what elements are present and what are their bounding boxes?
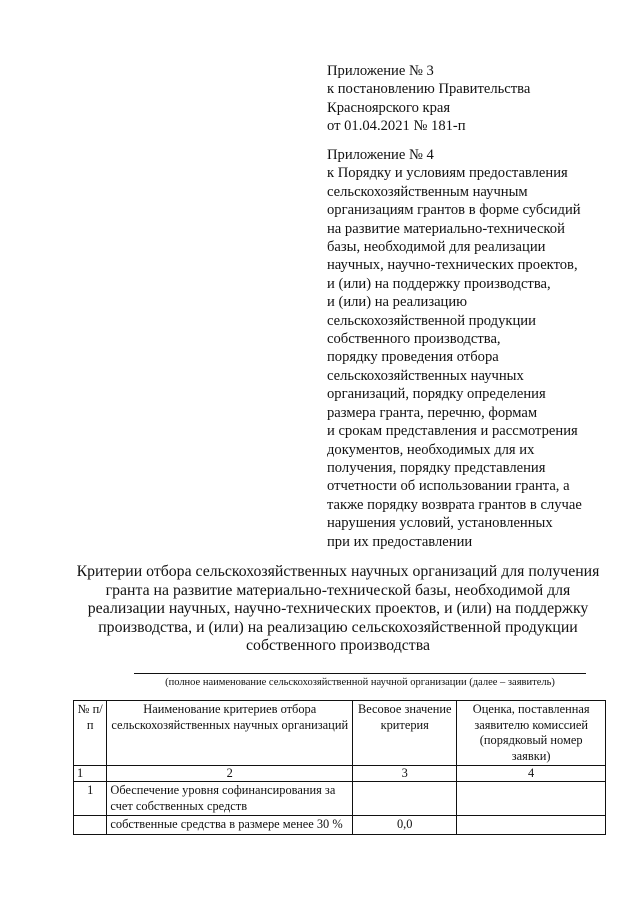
appendix-4-line: на развитие материально-технической [327, 220, 565, 237]
table-header-row [74, 701, 606, 766]
header-weight: Весовое значение критерия [353, 701, 457, 766]
appendix-3-header [327, 62, 607, 136]
title-line: собственного производства [246, 637, 430, 655]
appendix-4-line: при их предоставлении [327, 533, 473, 550]
column-number: 1 [74, 766, 107, 782]
appendix-4-header [327, 146, 607, 551]
title-line: Критерии отбора сельскохозяйственных научных организаций для получения [76, 563, 600, 580]
appendix-4-line: документов, необходимых для их [327, 441, 535, 458]
appendix-3-line: от 01.04.2021 № 181-п [327, 118, 466, 135]
appendix-4-line: Приложение № 4 [327, 147, 434, 163]
column-number: 2 [107, 766, 353, 782]
organization-name-caption: (полное наименование сельскохозяйственной научной организации (далее – заявитель) [165, 677, 555, 688]
title-line: гранта на развитие материально-технической базы, необходимой для [105, 581, 571, 599]
title-line: производства, и (или) на реализацию сельскохозяйственной продукции [98, 618, 578, 636]
appendix-3-line: к постановлению Правительства [327, 81, 531, 98]
appendix-4-line: размера гранта, перечню, формам [327, 404, 538, 421]
criteria-table [73, 700, 606, 835]
header-score: Оценка, поставленная заявителю комиссией (порядковый номер заявки) [457, 701, 606, 766]
appendix-4-line: собственного производства, [327, 331, 501, 348]
appendix-4-line: и (или) на поддержку производства, [327, 275, 551, 292]
table-row [74, 782, 606, 816]
appendix-4-line: и срокам представления и рассмотрения [327, 423, 578, 440]
appendix-4-line: отчетности об использовании гранта, а [327, 478, 570, 495]
appendix-4-line: сельскохозяйственных научных [327, 367, 524, 384]
appendix-4-line: сельскохозяйственным научным [327, 183, 528, 200]
title-line: реализации научных, научно-технических проектов, и (или) на поддержку [87, 600, 589, 618]
appendix-3-line: Приложение № 3 [327, 63, 434, 79]
document-title [58, 563, 618, 656]
row-weight [353, 782, 457, 816]
row-criteria-name: Обеспечение уровня софинансирования за счет собственных средств [107, 782, 353, 816]
appendix-4-line: организациям грантов в форме субсидий [327, 202, 581, 219]
appendix-4-line: порядку проведения отбора [327, 349, 499, 366]
table-row [74, 816, 606, 835]
appendix-4-line: сельскохозяйственной продукции [327, 312, 536, 329]
appendix-4-line: получения, порядку представления [327, 459, 546, 476]
appendix-4-line: нарушения условий, установленных [327, 515, 553, 532]
appendix-4-line: организаций, порядку определения [327, 386, 546, 403]
appendix-4-line: и (или) на реализацию [327, 294, 468, 311]
appendix-4-line: научных, научно-технических проектов, [327, 257, 578, 274]
row-criteria-name: собственные средства в размере менее 30 % [107, 816, 353, 835]
appendix-4-line: базы, необходимой для реализации [327, 239, 546, 256]
appendix-3-line: Красноярского края [327, 99, 451, 116]
column-number: 3 [353, 766, 457, 782]
row-score [457, 816, 606, 835]
appendix-4-line: также порядку возврата грантов в случае [327, 496, 582, 513]
header-criteria-name: Наименование критериев отбора сельскохозяйственных научных организаций [107, 701, 353, 766]
column-number: 4 [457, 766, 606, 782]
organization-name-line [134, 673, 586, 674]
appendix-4-line: к Порядку и условиям предоставления [327, 165, 568, 182]
header-number: № п/п [74, 701, 107, 766]
row-number [74, 816, 107, 835]
column-number-row [74, 766, 606, 782]
row-score [457, 782, 606, 816]
row-weight: 0,0 [353, 816, 457, 835]
row-number: 1 [74, 782, 107, 816]
